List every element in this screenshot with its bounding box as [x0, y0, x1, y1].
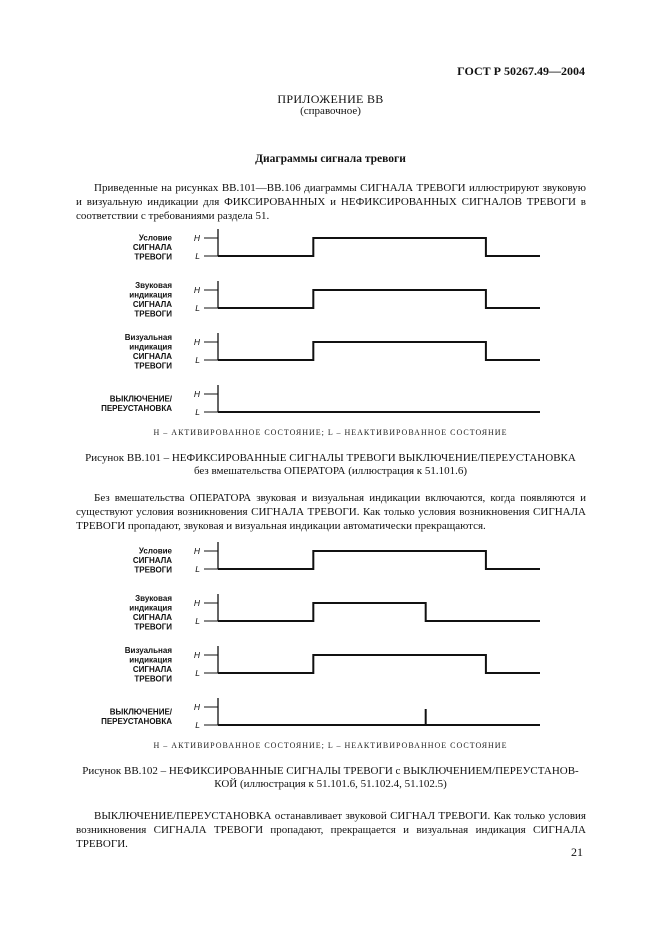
- annex-title: ПРИЛОЖЕНИЕ ВВ: [277, 92, 384, 106]
- level-h-label: H: [193, 598, 200, 608]
- signal-label-line: СИГНАЛА: [132, 243, 172, 252]
- level-h-label: H: [193, 285, 200, 295]
- paragraph-2-text: Без вмешательства ОПЕРАТОРА звуковая и визуальная индикации включаются, когда появляются и существуют условия возникновения СИГНАЛА ТРЕВОГИ. Как только условия возникновения СИГНАЛА ТРЕВОГИ пропадают, звуковая и визуальная индикации автоматически прекращаются.: [76, 492, 586, 532]
- signal-row: [101, 698, 540, 730]
- signal-label-line: ТРЕВОГИ: [134, 622, 172, 632]
- signal-label-line: Условие: [138, 546, 172, 556]
- level-h-label: H: [193, 233, 200, 243]
- section-title: Диаграммы сигнала тревоги: [255, 153, 406, 165]
- signal-label-line: СИГНАЛА: [132, 612, 172, 622]
- paragraph-3-text: ВЫКЛЮЧЕНИЕ/ПЕРЕУСТАНОВКА останавливает звуковой СИГНАЛ ТРЕВОГИ. Как только условия возникновения СИГНАЛА ТРЕВОГИ пропадают, прекращается и визуальная индикация СИГНАЛА ТРЕВОГИ.: [76, 810, 586, 850]
- figure2-caption-line2: КОЙ (иллюстрация к 51.101.6, 51.102.4, 51.102.5): [214, 778, 447, 790]
- signal-label-line: ПЕРЕУСТАНОВКА: [101, 403, 172, 413]
- intro-paragraph: [76, 181, 586, 223]
- level-l-label: L: [195, 355, 200, 365]
- signal-waveform: [218, 342, 540, 360]
- level-l-label: L: [195, 564, 200, 574]
- level-l-label: L: [195, 668, 200, 678]
- level-h-label: H: [193, 337, 200, 347]
- level-h-label: H: [193, 702, 200, 712]
- signal-label-line: Визуальная: [124, 645, 172, 655]
- figure-bb101-timing-diagram: [0, 222, 661, 420]
- paragraph-2: [76, 491, 586, 533]
- signal-row: [125, 646, 540, 684]
- signal-label-line: ВЫКЛЮЧЕНИЕ/: [109, 707, 172, 717]
- paragraph-3: [76, 809, 586, 851]
- signal-label-line: СИГНАЛА: [132, 664, 172, 674]
- signal-waveform: [218, 655, 540, 673]
- signal-waveform: [218, 238, 540, 256]
- document-header: ГОСТ Р 50267.49—2004: [457, 64, 585, 78]
- level-h-label: H: [193, 546, 200, 556]
- signal-waveform: [218, 290, 540, 308]
- level-l-label: L: [195, 303, 200, 313]
- level-l-label: L: [195, 720, 200, 730]
- signal-label-line: ТРЕВОГИ: [134, 674, 172, 684]
- signal-row: [125, 333, 540, 371]
- signal-label-line: ТРЕВОГИ: [134, 252, 172, 262]
- signal-waveform: [218, 603, 540, 621]
- level-l-label: L: [195, 251, 200, 261]
- signal-label-line: Визуальная: [124, 332, 172, 342]
- figure2-caption-line1: Рисунок ВВ.102 – НЕФИКСИРОВАННЫЕ СИГНАЛЫ ТРЕВОГИ с ВЫКЛЮЧЕНИЕМ/ПЕРЕУСТАНОВ-: [82, 765, 579, 777]
- figure1-caption-line1: Рисунок ВВ.101 – НЕФИКСИРОВАННЫЕ СИГНАЛЫ ТРЕВОГИ ВЫКЛЮЧЕНИЕ/ПЕРЕУСТАНОВКА: [85, 452, 576, 464]
- figure-bb102-timing-diagram: [0, 535, 661, 733]
- signal-row: [129, 594, 540, 632]
- signal-row: [133, 542, 540, 575]
- signal-waveform: [218, 551, 540, 569]
- intro-text: Приведенные на рисунках ВВ.101—ВВ.106 диаграммы СИГНАЛА ТРЕВОГИ иллюстрируют звуковую и визуальную индикации для ФИКСИРОВАННЫХ и НЕФИКСИРОВАННЫХ СИГНАЛОВ ТРЕВОГИ в соответствии с требованиями раздела 51.: [76, 182, 586, 222]
- signal-row: [133, 229, 540, 262]
- signal-row: [129, 281, 540, 319]
- figure2-legend: H – АКТИВИРОВАННОЕ СОСТОЯНИЕ; L – НЕАКТИВИРОВАННОЕ СОСТОЯНИЕ: [153, 741, 508, 750]
- signal-label-line: СИГНАЛА: [132, 351, 172, 361]
- signal-label-line: ВЫКЛЮЧЕНИЕ/: [109, 394, 172, 404]
- signal-label-line: индикация: [129, 603, 172, 613]
- figure1-legend: H – АКТИВИРОВАННОЕ СОСТОЯНИЕ; L – НЕАКТИВИРОВАННОЕ СОСТОЯНИЕ: [153, 428, 508, 437]
- signal-label-line: Звуковая: [135, 593, 172, 603]
- signal-label-line: Звуковая: [135, 280, 172, 290]
- signal-label-line: ПЕРЕУСТАНОВКА: [101, 716, 172, 726]
- signal-label-line: СИГНАЛА: [132, 556, 172, 565]
- level-l-label: L: [195, 616, 200, 626]
- signal-label-line: индикация: [129, 290, 172, 300]
- signal-label-line: индикация: [129, 342, 172, 352]
- level-h-label: H: [193, 650, 200, 660]
- figure1-caption-line2: без вмешательства ОПЕРАТОРА (иллюстрация к 51.101.6): [193, 465, 468, 477]
- signal-label-line: ТРЕВОГИ: [134, 565, 172, 575]
- signal-label-line: СИГНАЛА: [132, 299, 172, 309]
- level-l-label: L: [195, 407, 200, 417]
- signal-label-line: Условие: [138, 233, 172, 243]
- signal-label-line: индикация: [129, 655, 172, 665]
- annex-subtitle: (справочное): [300, 105, 361, 117]
- signal-row: [101, 385, 540, 417]
- level-h-label: H: [193, 389, 200, 399]
- signal-label-line: ТРЕВОГИ: [134, 361, 172, 371]
- signal-label-line: ТРЕВОГИ: [134, 309, 172, 319]
- page-number: 21: [571, 845, 583, 859]
